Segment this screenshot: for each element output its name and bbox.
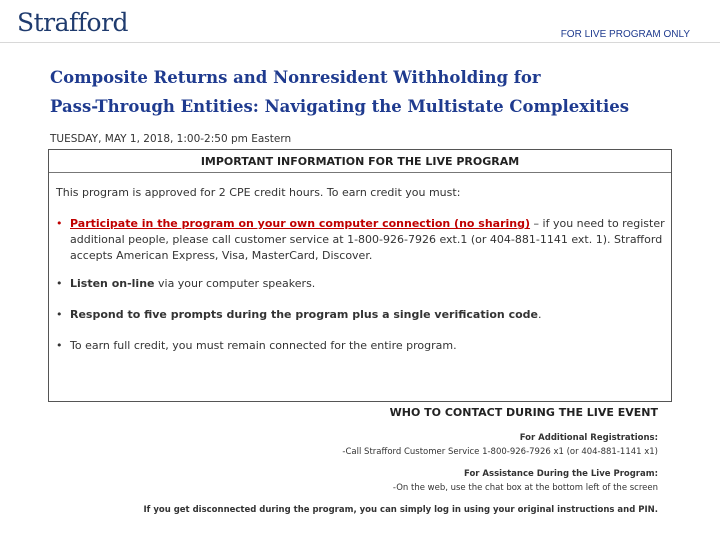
full-credit-text: To earn full credit, you must remain connected for the entire program. bbox=[70, 339, 457, 352]
bullet-dot-icon: • bbox=[56, 339, 63, 352]
respond-prompts-rest: . bbox=[537, 308, 542, 321]
live-program-only-label: FOR LIVE PROGRAM ONLY bbox=[560, 29, 690, 40]
important-info-box bbox=[48, 149, 672, 402]
assistance-text: -On the web, use the chat box at the bottom left of the screen bbox=[392, 483, 658, 493]
registration-label: For Additional Registrations: bbox=[519, 433, 658, 443]
bullet-dot-icon: • bbox=[56, 308, 63, 321]
disconnect-note: If you get disconnected during the program, you can simply log in using your original instructions and PIN. bbox=[143, 505, 658, 515]
contact-heading: WHO TO CONTACT DURING THE LIVE EVENT bbox=[389, 406, 658, 419]
info-box-heading-divider bbox=[49, 172, 671, 173]
listen-online-rest: via your computer speakers. bbox=[154, 277, 316, 290]
program-date: TUESDAY, MAY 1, 2018, 1:00-2:50 pm Eastern bbox=[50, 133, 292, 145]
requirements-list bbox=[56, 216, 668, 354]
registration-contact bbox=[342, 431, 658, 459]
respond-prompts-text: Respond to five prompts during the program plus a single verification code bbox=[70, 308, 538, 321]
header-divider bbox=[0, 42, 720, 43]
title-line-2: Pass-Through Entities: Navigating the Multistate Complexities bbox=[50, 97, 630, 116]
list-item bbox=[56, 216, 668, 276]
list-item bbox=[56, 307, 668, 338]
assistance-contact bbox=[393, 467, 658, 495]
bullet-dot-icon: • bbox=[56, 277, 63, 290]
assistance-label: For Assistance During the Live Program: bbox=[463, 469, 658, 479]
registration-phone-text: -Call Strafford Customer Service 1-800-926-7926 x1 (or 404-881-1141 x1) bbox=[342, 447, 658, 457]
registration-text: – if you need to register additional people, please call customer service at 1-800-926-7926 ext.1 (or 404-881-1141 ext. 1). Strafford accepts American Express, Visa, MasterCard, Discover. bbox=[70, 217, 665, 262]
listen-online-text: Listen on-line bbox=[70, 277, 155, 290]
info-box-heading: IMPORTANT INFORMATION FOR THE LIVE PROGRAM bbox=[200, 155, 520, 168]
participation-link[interactable]: Participate in the program on your own computer connection (no sharing) bbox=[70, 217, 531, 230]
bullet-dot-icon: • bbox=[56, 217, 63, 230]
list-item bbox=[56, 338, 668, 354]
page-title bbox=[50, 63, 690, 121]
title-line-1: Composite Returns and Nonresident Withholding for bbox=[50, 68, 541, 87]
list-item bbox=[56, 276, 668, 307]
info-box-intro: This program is approved for 2 CPE credit hours. To earn credit you must: bbox=[56, 186, 461, 199]
strafford-logo: Strafford bbox=[17, 8, 129, 37]
